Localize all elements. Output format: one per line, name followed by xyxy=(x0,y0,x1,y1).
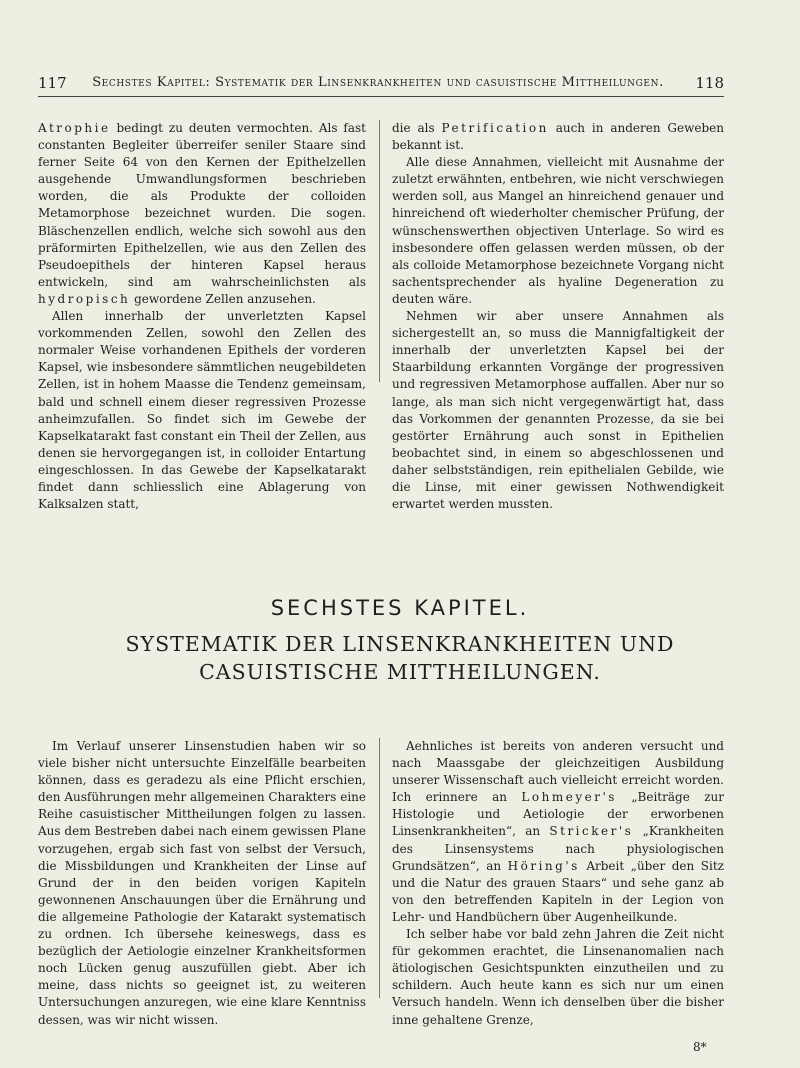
paragraph: Nehmen wir aber unsere Annahmen als sichergestellt an, so muss die Mannigfaltigkeit der innerhalb der unverletzten Kapsel bei der Staarbildung erkannten Vorgänge der progressiven und regressiven Metamorphose auffallen. Aber nur so lange, als man sich nicht vergegenwärtigt hat, dass das Vorkommen der genannten Prozesse, da sie bei gestörter Ernährung auch sonst in Epithelien beobachtet sind, in einem so abgeschlossenen und daher selbstständigen, rein epithelialen Gebilde, wie die Linse, mit einer gewissen Nothwendigkeit erwartet werden mussten. xyxy=(392,309,724,512)
paragraph xyxy=(38,120,366,308)
text-run: bedingt zu deuten vermochten. Als fast constanten Begleiter überreifer seniler Staare sind ferner Seite 64 von den Kernen der Epithelzellen ausgehende Umwandlungsformen beschrieben worden, die als Produkte der colloiden Metamorphose bezeichnet wurden. Die sogen. Bläschenzellen endlich, welche sich sowohl aus den präformirten Epithelzellen, wie aus den Zellen des Pseudoepithels der hinteren Kapsel heraus entwickeln, sind am wahrscheinlichsten als xyxy=(38,121,366,289)
text-run: Aehnliches ist bereits von anderen versucht und nach Maassgabe der gleichzeitigen Ausbildung unserer Wissenschaft auch vielleicht erreicht worden. Ich erinnere an xyxy=(392,739,724,805)
author-name: Stricker's xyxy=(549,824,634,839)
header-rule xyxy=(38,96,724,97)
paragraph xyxy=(392,120,724,154)
paragraph: Im Verlauf unserer Linsenstudien haben wir so viele bisher nicht untersuchte Einzelfälle bearbeiten können, dass es geradezu als eine Pflicht erschien, den Ausführungen mehr allgemeinen Charakters eine Reihe casuistischer Mittheilungen folgen zu lassen. Aus dem Bestreben dabei nach einem gewissen Plane vorzugehen, ergab sich fast von selbst der Versuch, die Missbildungen und Krankheiten der Linse auf Grund der in den beiden vorigen Kapiteln gewonnenen Anschauungen über die Ernährung und die allgemeine Pathologie der Katarakt systematisch zu ordnen. Ich übersehe keineswegs, dass es bezüglich der Aetiologie einzelner Krankheitsformen noch Lücken genug auszufüllen giebt. Aber ich meine, dass nichts so geeignet ist, zu weiteren Untersuchungen anzuregen, wie eine klare Kenntniss dessen, was wir nicht wissen. xyxy=(38,739,366,1027)
text-run: „Beiträge zur Histologie und Aetiologie der erworbenen Linsenkrankheiten“, an xyxy=(392,790,725,839)
bottom-right-column xyxy=(392,738,724,1029)
paragraph xyxy=(392,738,724,926)
text-run: auch in anderen Geweben bekannt ist. xyxy=(392,121,724,153)
paragraph: Ich selber habe vor bald zehn Jahren die Zeit nicht für gekommen erachtet, die Linsenanomalien nach ätiologischen Gesichtspunkten einzutheilen und zu schildern. Auch heute kann es sich nur um einen Versuch handeln. Wenn ich denselben über die bisher inne gehaltene Grenze, xyxy=(392,927,724,1027)
text-run: Arbeit „über den Sitz und die Natur des grauen Staars“ und sehe ganz ab von den betreffenden Kapiteln in der Legion von Lehr- und Handbüchern über Augenheilkunde. xyxy=(392,858,724,924)
top-left-column xyxy=(38,120,366,513)
signature-mark: 8* xyxy=(693,1040,707,1054)
paragraph: Allen innerhalb der unverletzten Kapsel vorkommenden Zellen, sowohl den Zellen des normaler Weise vorhandenen Epithels der vorderen Kapsel, wie insbesondere sämmtlichen neugebildeten Zellen, ist in hohem Maasse die Tendenz gemeinsam, bald und schnell einem dieser regressiven Prozesse anheimzufallen. So findet sich im Gewebe der Kapselkatarakt fast constant ein Theil der Zellen, aus denen sie hervorgegangen ist, in colloider Entartung eingeschlossen. In das Gewebe der Kapselkatarakt findet dann schliesslich eine Ablagerung von Kalksalzen statt, xyxy=(38,309,366,512)
running-header xyxy=(38,74,724,96)
page-number-right: 118 xyxy=(695,74,724,92)
running-title: Sechstes Kapitel: Systematik der Linsenkrankheiten und casuistische Mittheilungen. xyxy=(92,75,664,90)
top-right-column xyxy=(392,120,724,513)
author-name: Lohmeyer's xyxy=(521,790,617,805)
text-run: gewordene Zellen anzusehen. xyxy=(130,291,316,306)
bottom-left-column xyxy=(38,738,366,1029)
paragraph: Alle diese Annahmen, vielleicht mit Ausnahme der zuletzt erwähnten, entbehren, wie nicht verschwiegen werden soll, aus Mangel an hinreichend genauer und hinreichend oft wiederholter chemischer Prüfung, der wünschenswerthen objectiven Unterlage. So wird es insbesondere offen gelassen werden müssen, ob der als colloide Metamorphose bezeichnete Vorgang nicht sachentsprechender als hyaline Degeneration zu deuten wäre. xyxy=(392,155,724,306)
column-divider xyxy=(379,738,380,998)
spaced-term: Petrification xyxy=(441,121,549,135)
spaced-term: hydropisch xyxy=(38,291,131,306)
text-run: die als xyxy=(392,121,442,135)
chapter-number: SECHSTES KAPITEL. xyxy=(270,596,530,620)
page-number-left: 117 xyxy=(38,74,67,92)
column-divider xyxy=(379,120,380,382)
spaced-term: Atrophie xyxy=(38,121,111,135)
text-run: „Krankheiten des Linsensystems nach physiologischen Grundsätzen“, an xyxy=(392,824,724,873)
author-name: Höring's xyxy=(507,858,580,873)
chapter-title-line-2: CASUISTISCHE MITTHEILUNGEN. xyxy=(199,660,601,684)
chapter-title-line-1: SYSTEMATIK DER LINSENKRANKHEITEN UND xyxy=(125,632,675,656)
